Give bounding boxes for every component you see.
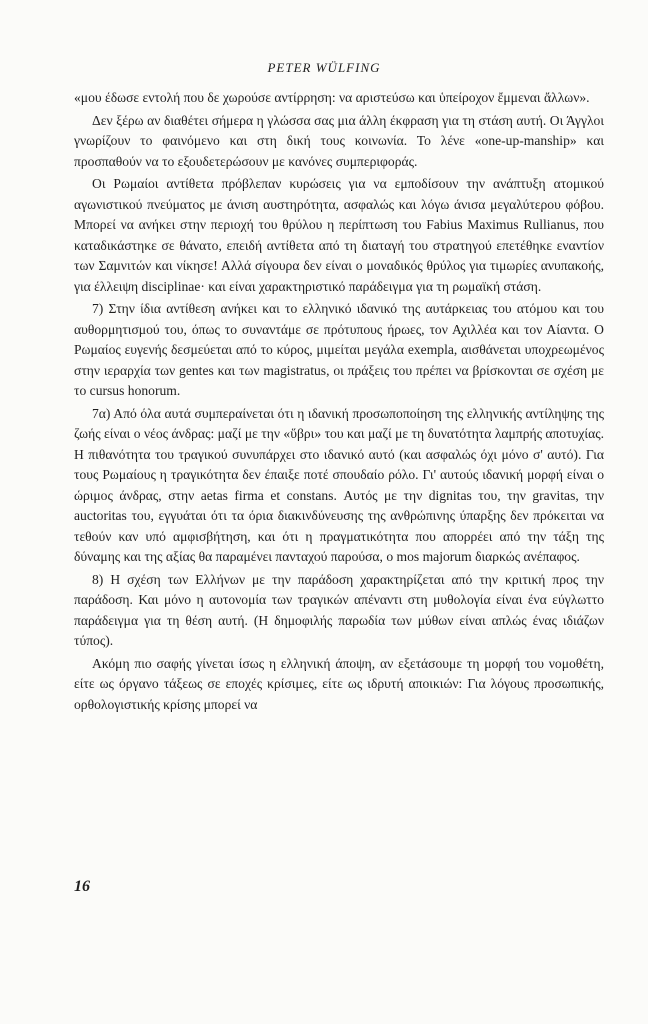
paragraph: Οι Ρωμαίοι αντίθετα πρόβλεπαν κυρώσεις για να εμποδίσουν την ανάπτυξη ατομικού αγωνιστικού πνεύματος με άνιση αυστηρότητα, ασφαλώς και λόγω άνισα μεγαλύτερου φόβου. Μπορεί να ανήκει στην περιοχή του θρύλου η περίπτωση του Fabius Maximus Rullianus, που καταδικάστηκε σε θάνατο, επειδή αντίθετα από τη διαταγή του στρατηγού επετέθηκε εναντίον των Σαμνιτών και νίκησε! Αλλά σίγουρα δεν είναι ο μοναδικός θρύλος για τιμωρίες ανυπακοής, για έλλειψη disciplinae· και είναι χαρακτηριστικό παράδειγμα για τη ρωμαϊκή στάση. bbox=[74, 176, 604, 294]
paragraph: Ακόμη πιο σαφής γίνεται ίσως η ελληνική άποψη, αν εξετάσουμε τη μορφή του νομοθέτη, είτε ως όργανο τάξεως σε εποχές κρίσιμες, είτε ως ιδρυτή αποικιών: Για λόγους προσωπικής, ορθολογιστικής κρίσης μπορεί να bbox=[74, 655, 604, 712]
body-text bbox=[74, 88, 604, 717]
paragraph: 8) Η σχέση των Ελλήνων με την παράδοση χαρακτηρίζεται από την κριτική προς την παράδοση. Και μόνο η αυτονομία των τραγικών απέναντι στη μυθολογία είναι ένα εύγλωττο παράδειγμα για τη θέση αυτή. (Η δημοφιλής παρωδία των μύθων είναι απλώς ένας ιδιάζων τύπος). bbox=[74, 571, 604, 648]
paragraph: Δεν ξέρω αν διαθέτει σήμερα η γλώσσα σας μια άλλη έκφραση για τη στάση αυτή. Οι Άγγλοι γνωρίζουν το φαινόμενο και στη δική τους κοινωνία. Το λένε «one-up-manship» και προσπαθούν να το εξουδετερώσουν με κανόνες συμπεριφοράς. bbox=[74, 112, 604, 169]
page-number: 16 bbox=[74, 878, 90, 895]
paragraph: 7) Στην ίδια αντίθεση ανήκει και το ελληνικό ιδανικό της αυτάρκειας του ατόμου και του αυθορμητισμού του, όπως το συναντάμε σε πρότυπους ήρωες, τον Αχιλλέα και τον Αίαντα. Ο Ρωμαίος ευγενής δεσμεύεται από το κύρος, μιμείται μεγάλα exempla, αισθάνεται υποχρεωμένος στην ιεραρχία των gentes και των magistratus, οι πράξεις του πρέπει να βρίσκονται σε σχέση με το cursus honorum. bbox=[74, 301, 604, 398]
running-header: PETER WÜLFING bbox=[267, 60, 381, 75]
paragraph: 7α) Από όλα αυτά συμπεραίνεται ότι η ιδανική προσωποποίηση της ελληνικής αντίληψης της ζωής είναι ο νέος άνδρας: μαζί με την «ὕβρι» του και μαζί με τη δυνατότητα λαμπρής αποτυχίας. Η πιθανότητα του τραγικού συνυπάρχει στο ιδανικό αυτό (και ασφαλώς όχι μόνο σ' αυτό). Για τους Ρωμαίους η τραγικότητα δεν έπαιξε ποτέ σπουδαίο ρόλο. Γι' αυτούς ιδανική μορφή είναι ο ώριμος άνδρας, στην aetas firma et constans. Αυτός με την dignitas του, την gravitas, την auctoritas του, εγγυάται ότι τα όρια διακινδύνευσης της ανθρώπινης ύπαρξης δεν πρόκειται να τεθούν καν υπό αμφισβήτηση, και ότι η πραγματικότητα που απορρέει από την τάξη της δύναμης και της αξίας θα παραμένει πανταχού παρούσα, ο mos majorum διαρκώς ανέπαφος. bbox=[74, 405, 604, 564]
paragraph: «μου έδωσε εντολή που δε χωρούσε αντίρρηση: να αριστεύσω και ὑπείροχον ἔμμεναι ἄλλων». bbox=[74, 90, 590, 105]
